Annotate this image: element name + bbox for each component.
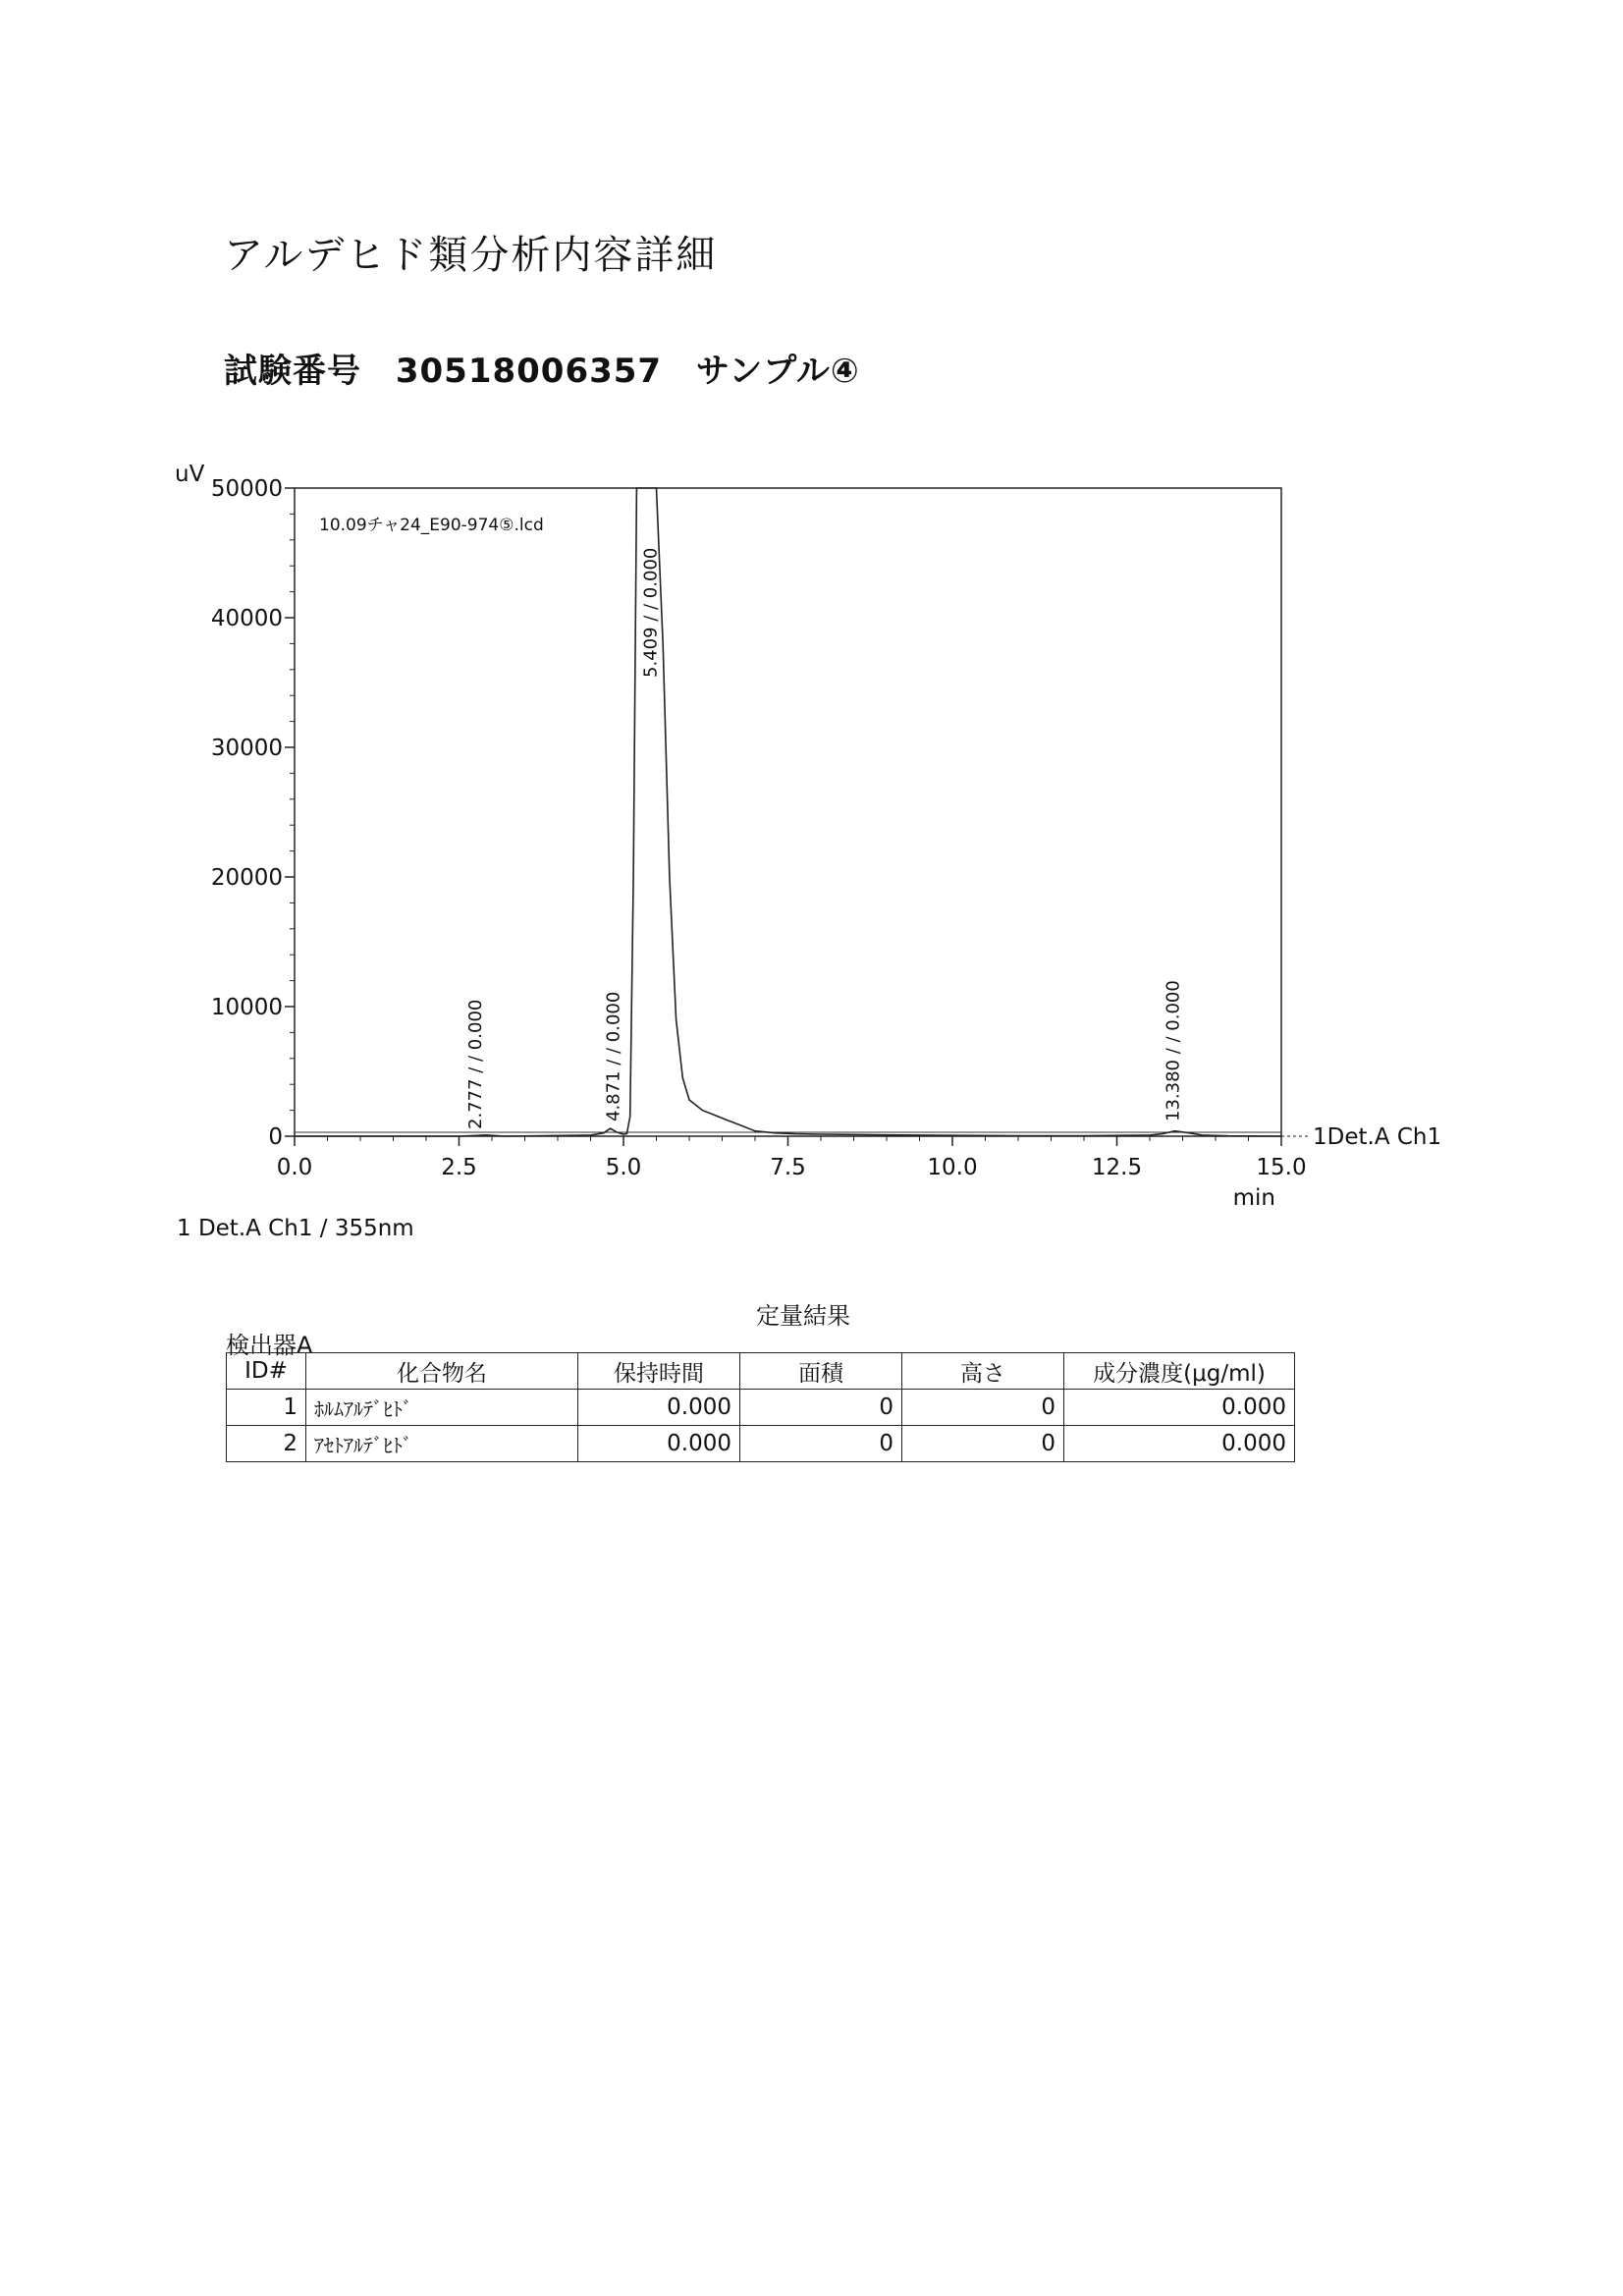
y-tick-label: 0 [268, 1124, 283, 1150]
col-concentration: 成分濃度(μg/ml) [1064, 1353, 1295, 1390]
row-concentration: 0.000 [1064, 1426, 1295, 1462]
x-tick-label: 2.5 [441, 1155, 477, 1180]
row-retention-time: 0.000 [578, 1426, 740, 1462]
row-concentration: 0.000 [1064, 1390, 1295, 1426]
x-tick-label: 10.0 [927, 1155, 978, 1180]
test-label: 試験番号 [224, 352, 361, 391]
row-height: 0 [902, 1390, 1064, 1426]
peak-label: 2.777 / / 0.000 [465, 999, 487, 1129]
y-tick-label: 30000 [210, 736, 283, 761]
peak-label: 5.409 / / 0.000 [640, 547, 662, 678]
col-compound: 化合物名 [306, 1353, 578, 1390]
peak-label: 13.380 / / 0.000 [1163, 980, 1184, 1121]
x-tick-label: 5.0 [605, 1155, 642, 1180]
y-tick-label: 40000 [210, 606, 283, 631]
table-row [227, 1426, 1295, 1462]
col-height: 高さ [902, 1353, 1064, 1390]
row-area: 0 [740, 1426, 902, 1462]
row-id: 1 [227, 1390, 306, 1426]
y-tick-label: 10000 [210, 995, 283, 1020]
row-compound: ﾎﾙﾑｱﾙﾃﾞﾋﾄﾞ [306, 1390, 578, 1426]
signal-trace [295, 488, 1281, 1136]
x-tick-label: 15.0 [1256, 1155, 1307, 1180]
col-id: ID# [227, 1353, 306, 1390]
page-title: アルデヒド類分析内容詳細 [224, 233, 718, 278]
y-unit-label: uV [175, 462, 205, 487]
row-area: 0 [740, 1390, 902, 1426]
table-row [227, 1390, 1295, 1426]
col-area: 面積 [740, 1353, 902, 1390]
results-heading: 定量結果 [756, 1302, 850, 1330]
row-id: 2 [227, 1426, 306, 1462]
table-header-row [227, 1353, 1295, 1390]
y-tick-label: 20000 [210, 865, 283, 891]
row-compound: ｱｾﾄｱﾙﾃﾞﾋﾄﾞ [306, 1426, 578, 1462]
plot-frame [295, 488, 1281, 1136]
detector-label: 検出器A [226, 1332, 313, 1359]
test-number: 30518006357 [395, 352, 663, 391]
row-retention-time: 0.000 [578, 1390, 740, 1426]
results-table [226, 1352, 1295, 1462]
x-tick-label: 12.5 [1091, 1155, 1143, 1180]
peak-label: 4.871 / / 0.000 [603, 991, 624, 1121]
y-tick-label: 50000 [210, 476, 283, 502]
channel-label: 1Det.A Ch1 [1313, 1124, 1442, 1150]
row-height: 0 [902, 1426, 1064, 1462]
x-tick-label: 7.5 [770, 1155, 806, 1180]
sample-label: サンプル④ [695, 352, 860, 391]
col-retention-time: 保持時間 [578, 1353, 740, 1390]
detector-legend: 1 Det.A Ch1 / 355nm [177, 1216, 414, 1241]
x-tick-label: 0.0 [276, 1155, 313, 1180]
x-unit-label: min [1232, 1185, 1275, 1211]
file-label: 10.09チャ24_E90-974⑤.lcd [319, 516, 544, 535]
